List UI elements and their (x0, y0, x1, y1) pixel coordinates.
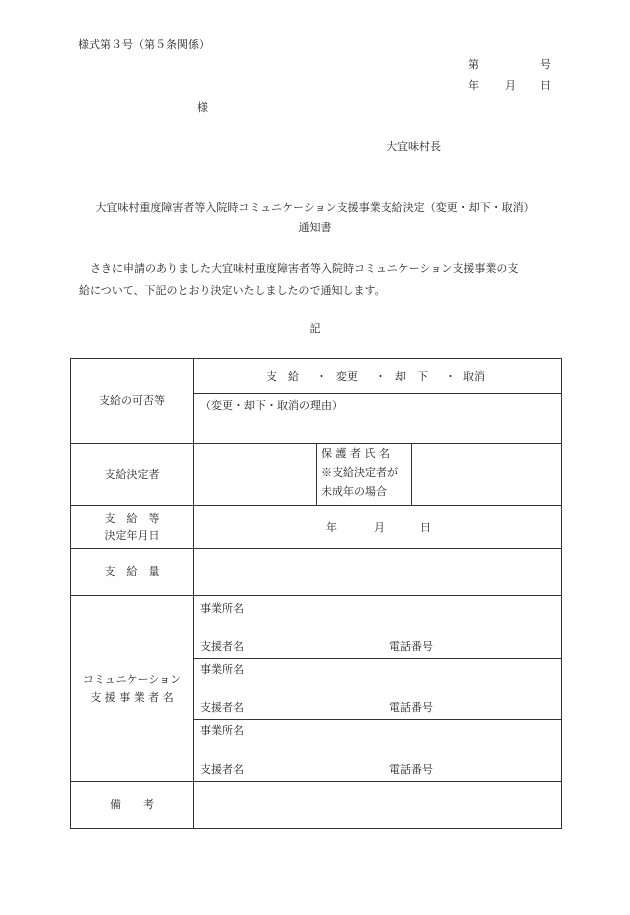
guardian-label-line2: ※支給決定者が (321, 466, 398, 479)
approval-option-reject: 却 下 (395, 370, 428, 383)
provider-1-supporter: 支援者名 (200, 640, 244, 653)
providers-label (71, 596, 194, 782)
approval-option-give: 支 給 (266, 370, 299, 383)
decision-date-label-line2: 決定年月日 (104, 529, 160, 542)
date-day: 日 (540, 79, 551, 92)
approval-dot-1: ・ (316, 370, 327, 383)
approval-divider (194, 393, 561, 394)
form-number: 様式第３号（第５条関係） (78, 38, 210, 51)
approval-dot-2: ・ (375, 370, 386, 383)
row-approval (71, 359, 562, 444)
row-decision-date (71, 506, 562, 549)
amount-label: 支 給 量 (71, 549, 194, 596)
row-remarks (71, 782, 562, 829)
provider-2-supporter: 支援者名 (200, 701, 244, 714)
body-line1: さきに申請のありました大宜味村重度障害者等入院時コミュニケーション支援事業の支 (90, 262, 519, 275)
approval-cell (194, 359, 562, 444)
provider-3-office: 事業所名 (200, 724, 244, 737)
amount-cell (194, 549, 562, 596)
body-line2: 給について、下記のとおり決定いたしましたので通知します。 (79, 284, 386, 297)
provider-3-supporter: 支援者名 (200, 763, 244, 776)
doc-number-suffix: 号 (540, 58, 551, 71)
ki-heading: 記 (309, 322, 321, 335)
row-decision-person (71, 444, 562, 506)
remarks-cell (194, 782, 562, 829)
provider-2-phone: 電話番号 (389, 701, 433, 714)
row-providers (71, 596, 562, 782)
approval-reason-label: （変更・却下・取消の理由） (200, 399, 343, 412)
remarks-label: 備 考 (71, 782, 194, 829)
provider-2-office: 事業所名 (200, 663, 244, 676)
approval-dot-3: ・ (445, 370, 456, 383)
issuer-name: 大宜味村長 (386, 140, 441, 153)
row-amount (71, 549, 562, 596)
provider-1-office: 事業所名 (200, 602, 244, 615)
providers-label-line2: 支 援 事 業 者 名 (90, 690, 174, 704)
date-year: 年 (468, 79, 479, 92)
document-title-line2: 通知書 (298, 221, 332, 234)
decision-person-label: 支給決定者 (71, 444, 194, 506)
decision-date-label (71, 506, 194, 549)
decision-date-month: 月 (374, 521, 385, 534)
decision-table (70, 358, 562, 829)
provider-1-phone: 電話番号 (389, 640, 433, 653)
date-month: 月 (505, 79, 516, 92)
document-title-line1: 大宜味村重度障害者等入院時コミュニケーション支援事業支給決定（変更・却下・取消） (95, 201, 535, 214)
decision-date-day: 日 (420, 521, 431, 534)
addressee-honorific: 様 (197, 101, 208, 114)
guardian-label-line3: 未成年の場合 (321, 485, 387, 498)
doc-number-prefix: 第 (468, 58, 479, 71)
decision-date-cell (194, 506, 562, 549)
providers-cell (194, 596, 562, 782)
providers-label-line1: コミュニケーション (82, 673, 182, 687)
decision-date-label-line1: 支 給 等 (104, 511, 160, 525)
approval-option-cancel: 取消 (463, 370, 485, 383)
provider-3-phone: 電話番号 (389, 763, 433, 776)
decision-date-year: 年 (326, 521, 337, 534)
decision-person-cell (194, 444, 562, 506)
approval-option-change: 変更 (336, 370, 358, 383)
approval-label: 支給の可否等 (71, 359, 194, 444)
guardian-label-line1: 保 護 者 氏 名 (321, 447, 390, 460)
